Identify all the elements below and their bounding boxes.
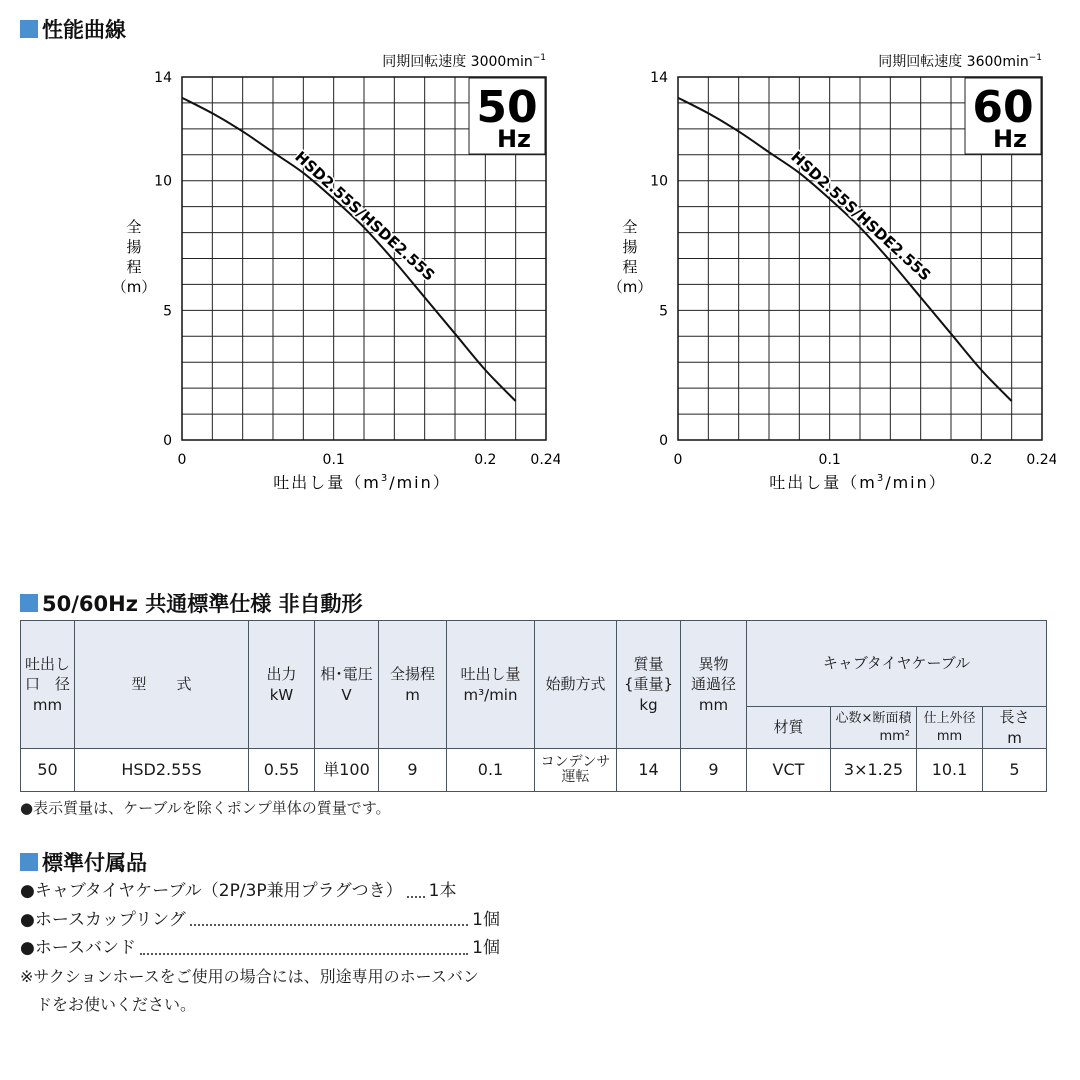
section-title: 50/60Hz 共通標準仕様 非自動形 xyxy=(42,592,363,616)
cell-cable-length: 5 xyxy=(983,749,1047,792)
cell-flow: 0.1 xyxy=(447,749,535,792)
header-mass: 質量 {重量} kg xyxy=(617,621,681,749)
header-cable-material: 材質 xyxy=(747,707,831,749)
accessory-note xyxy=(20,963,510,1019)
table-note: ●表示質量は、ケーブルを除くポンプ単体の質量です。 xyxy=(20,799,391,817)
y-axis-label-char: 全 xyxy=(126,218,142,236)
cell-phase-voltage: 単100 xyxy=(315,749,379,792)
y-tick-label: 5 xyxy=(659,303,668,320)
header-phase-voltage: 相･電圧 V xyxy=(315,621,379,749)
list-item xyxy=(20,877,500,906)
frequency-unit: Hz xyxy=(496,125,532,153)
y-axis-label-char: 揚 xyxy=(126,238,142,256)
frequency-value: 60 xyxy=(972,82,1034,133)
y-tick-label: 10 xyxy=(154,173,172,190)
section-heading-spec xyxy=(20,588,363,618)
y-tick-label: 5 xyxy=(163,303,172,320)
y-axis-label-char: 程 xyxy=(126,258,142,276)
x-tick-label: 0.1 xyxy=(818,452,841,468)
list-item xyxy=(20,934,500,963)
y-axis-label-char: （m） xyxy=(111,278,157,296)
x-tick-label: 0.1 xyxy=(322,452,345,468)
chart-canvas xyxy=(0,0,560,500)
accessory-note-line: ※サクションホースをご使用の場合には、別途専用のホースバン xyxy=(20,966,479,986)
header-cable-length: 長さ m xyxy=(983,707,1047,749)
y-tick-label: 14 xyxy=(650,70,668,86)
header-passage: 異物 通過径 mm xyxy=(681,621,747,749)
cell-model: HSD2.55S xyxy=(75,749,249,792)
accessory-name: ●キャブタイヤケーブル（2P/3P兼用プラグつき） xyxy=(20,881,403,901)
table-row xyxy=(21,749,1047,792)
speed-label: 同期回転速度 $3000\min^{-1}$ xyxy=(382,53,546,70)
frequency-unit: Hz xyxy=(992,125,1028,153)
cell-total-head: 9 xyxy=(379,749,447,792)
x-tick-label: 0.2 xyxy=(474,452,497,468)
header-bore: 吐出し 口 径 mm xyxy=(21,621,75,749)
header-model: 型 式 xyxy=(75,621,249,749)
accessory-name: ●ホースバンド xyxy=(20,938,136,958)
header-power: 出力 kW xyxy=(249,621,315,749)
performance-chart-50hz xyxy=(0,0,560,504)
cell-bore: 50 xyxy=(21,749,75,792)
header-flow: 吐出し量 m³/min xyxy=(447,621,535,749)
x-tick-label: 0.24 xyxy=(1026,452,1056,468)
series-label: HSD2.55S/HSDE2.55S xyxy=(787,147,935,285)
y-axis-label xyxy=(608,218,653,296)
y-tick-label: 0 xyxy=(163,433,172,449)
section-marker-icon xyxy=(20,853,38,871)
y-tick-label: 14 xyxy=(154,70,172,86)
accessory-name: ●ホースカップリング xyxy=(20,909,186,930)
accessory-qty: 1個 xyxy=(472,938,500,958)
cell-power: 0.55 xyxy=(249,749,315,792)
section-heading-accessories xyxy=(20,847,147,877)
cell-mass: 14 xyxy=(617,749,681,792)
section-title: 性能曲線 xyxy=(42,18,126,42)
cell-cable-diameter: 10.1 xyxy=(917,749,983,792)
y-tick-label: 0 xyxy=(659,433,668,449)
x-tick-label: 0 xyxy=(177,452,187,468)
section-title: 標準付属品 xyxy=(42,851,147,875)
y-tick-label: 10 xyxy=(650,173,668,190)
leader-dots xyxy=(190,906,468,927)
x-tick-label: 0.24 xyxy=(530,452,560,468)
header-cable: キャブタイヤケーブル xyxy=(747,621,1047,707)
x-axis-label: 吐出し量$(m^3/\min)$ xyxy=(273,473,451,492)
accessory-qty: 1本 xyxy=(428,881,457,901)
chart-canvas xyxy=(496,0,1056,500)
x-tick-label: 0 xyxy=(673,452,683,468)
y-axis-label-char: 程 xyxy=(622,258,638,276)
speed-label: 同期回転速度 $3600\min^{-1}$ xyxy=(878,53,1042,70)
cell-start-method: コンデンサ 運転 xyxy=(535,749,617,792)
list-item xyxy=(20,906,500,935)
leader-dots xyxy=(407,877,425,898)
performance-curve xyxy=(678,98,1012,401)
cell-cable-material: VCT xyxy=(747,749,831,792)
series-label: HSD2.55S/HSDE2.55S xyxy=(291,147,439,285)
spec-table xyxy=(20,620,1047,792)
performance-chart-60hz xyxy=(496,0,1056,504)
performance-curve xyxy=(182,98,516,401)
frequency-value: 50 xyxy=(476,82,538,133)
y-axis-label xyxy=(112,218,157,296)
header-cable-cores: 心数×断面積 mm² xyxy=(831,707,917,749)
x-axis-label: 吐出し量$(m^3/\min)$ xyxy=(769,473,947,492)
y-axis-label-char: 全 xyxy=(622,218,638,236)
accessory-list xyxy=(20,877,510,1019)
cell-cable-cores: 3×1.25 xyxy=(831,749,917,792)
header-total-head: 全揚程 m xyxy=(379,621,447,749)
y-axis-label-char: 揚 xyxy=(622,238,638,256)
cell-passage: 9 xyxy=(681,749,747,792)
header-start-method: 始動方式 xyxy=(535,621,617,749)
header-cable-diameter: 仕上外径 mm xyxy=(917,707,983,749)
y-axis-label-char: （m） xyxy=(607,278,653,296)
leader-dots xyxy=(140,934,468,955)
accessory-note-line: ドをお使いください。 xyxy=(36,994,197,1014)
x-tick-label: 0.2 xyxy=(970,452,993,468)
section-marker-icon xyxy=(20,594,38,612)
accessory-qty: 1個 xyxy=(472,909,500,930)
